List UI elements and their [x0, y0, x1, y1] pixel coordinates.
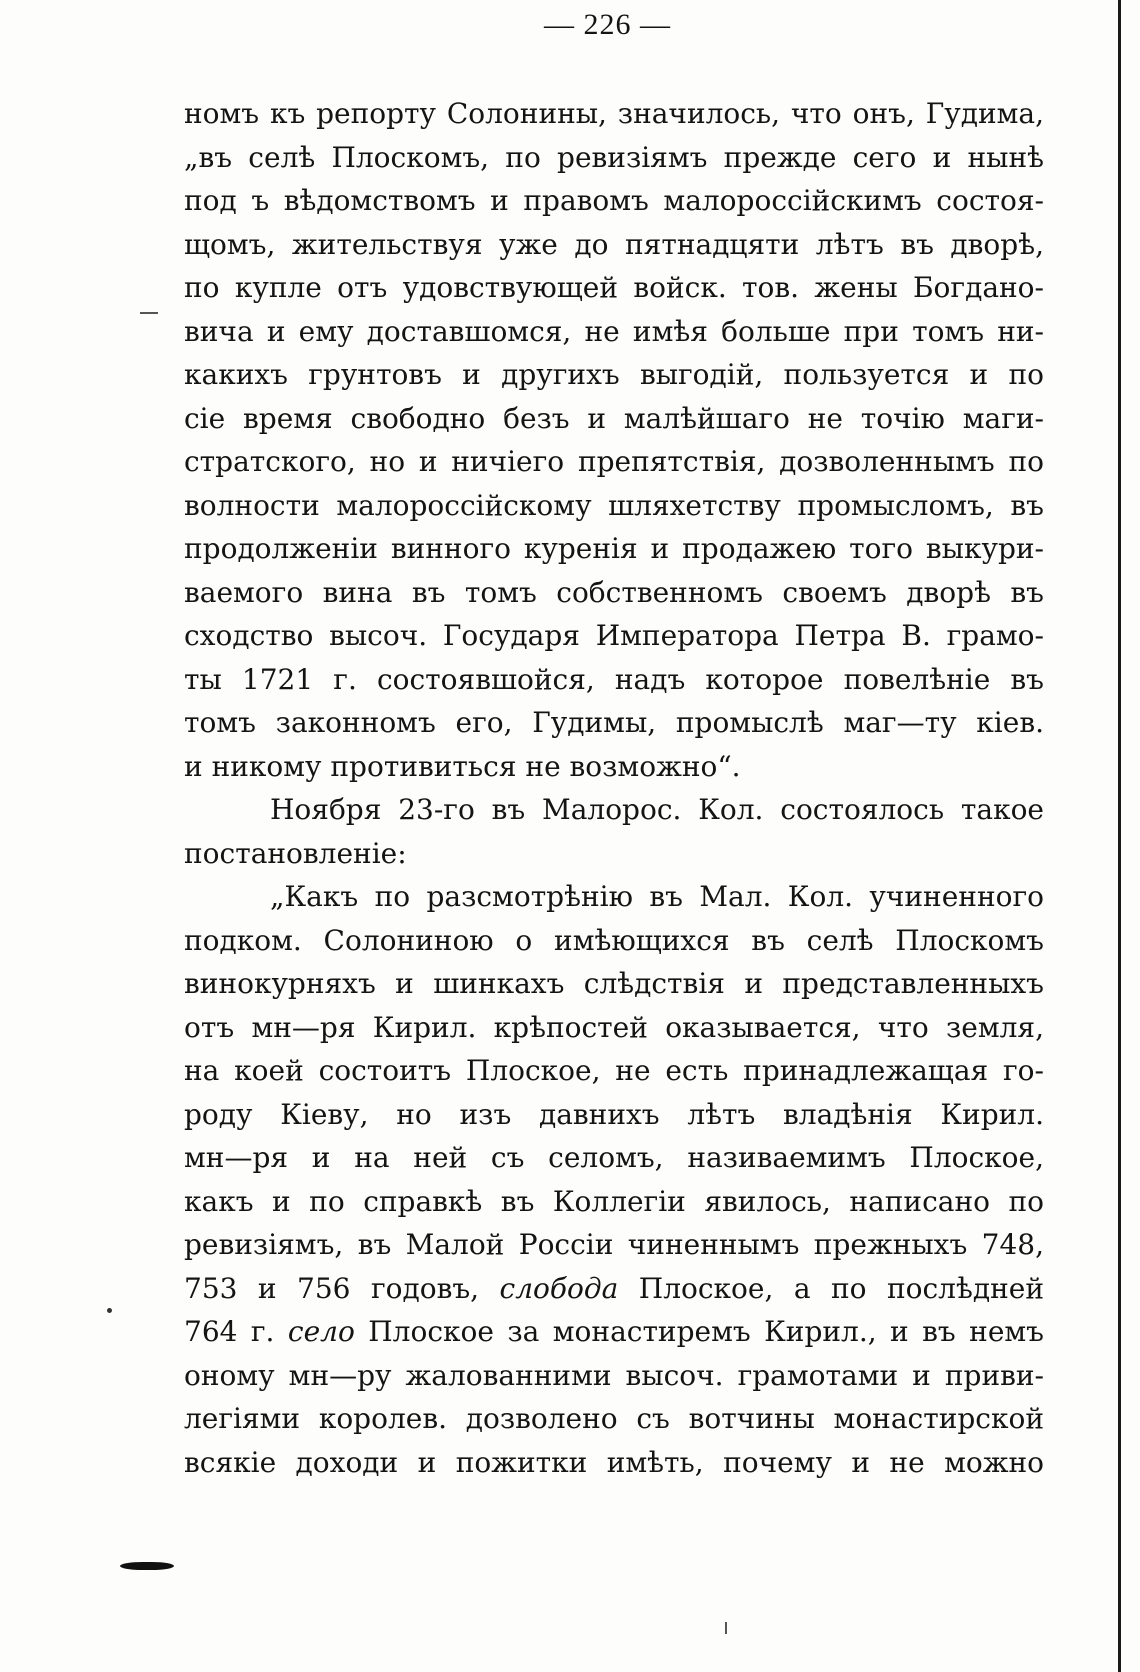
- text-line: продолженіи винного куренія и продажею того выкури-: [184, 532, 1044, 565]
- text-segment: Плоское за монастиремъ Кирил., и въ немъ: [354, 1315, 1044, 1348]
- text-line: сходство высоч. Государя Императора Петра В. грамо-: [184, 619, 1044, 652]
- text-line: всякіе доходи и пожитки имѣть, почему и не можно: [184, 1445, 1044, 1479]
- text-line: стратского, но и ничіего препятствія, дозволеннымъ по: [184, 445, 1044, 478]
- text-line: мн—ря и на ней съ селомъ, називаемимъ Плоское,: [184, 1141, 1044, 1174]
- text-line: отъ мн—ря Кирил. крѣпостей оказывается, что земля,: [184, 1010, 1044, 1044]
- text-line: сіе время свободно безъ и малѣйшаго не точію маги-: [184, 401, 1044, 435]
- text-line: номъ къ репорту Солонины, значилось, что онъ, Гудима,: [184, 97, 1044, 130]
- text-line: какъ и по справкѣ въ Коллегіи явилось, написано по: [184, 1184, 1044, 1218]
- text-line: подком. Солониною о имѣющихся въ селѣ Плоскомъ: [184, 923, 1044, 957]
- text-line: „Какъ по разсмотрѣнію въ Мал. Кол. учиненного: [270, 880, 1044, 913]
- page-edge-line: [1118, 0, 1121, 1672]
- text-line: роду Кіеву, но изъ давнихъ лѣтъ владѣнія Кирил.: [184, 1097, 1044, 1131]
- text-line-mixed: [184, 1310, 1044, 1354]
- italic-word: слобода: [499, 1271, 619, 1305]
- text-line: постановленіе:: [184, 836, 407, 870]
- text-line: винокурняхъ и шинкахъ слѣдствія и представленныхъ: [184, 967, 1044, 1000]
- text-line: под ъ вѣдомствомъ и правомъ малороссійскимъ состоя-: [184, 184, 1044, 217]
- text-line: „въ селѣ Плоскомъ, по ревизіямъ прежде сего и нынѣ: [184, 140, 1044, 174]
- margin-mark: [140, 312, 158, 314]
- text-line: ваемого вина въ томъ собственномъ своемъ дворѣ въ: [184, 575, 1044, 609]
- text-segment: 764 г.: [184, 1315, 288, 1348]
- margin-dot: [107, 1308, 112, 1313]
- text-line-mixed: [184, 1267, 1044, 1311]
- text-segment: 753 и 756 годовъ,: [184, 1271, 500, 1305]
- ink-blot: [120, 1562, 174, 1570]
- text-line: томъ законномъ его, Гудимы, промыслѣ маг—ту кіев.: [184, 706, 1044, 739]
- text-line: щомъ, жительствуя уже до пятнадцяти лѣтъ въ дворѣ,: [184, 227, 1044, 261]
- body-text: [184, 92, 1044, 1484]
- text-line: на коей состоитъ Плоское, не есть принадлежащая го-: [184, 1054, 1044, 1087]
- text-segment: Плоское, а по послѣдней: [618, 1271, 1044, 1305]
- text-line: по купле отъ удовствующей войск. тов. жены Богдано-: [184, 271, 1044, 304]
- page-number: — 226 —: [544, 8, 671, 41]
- text-line: оному мн—ру жалованними высоч. грамотами и приви-: [184, 1358, 1044, 1392]
- text-line: волности малороссійскому шляхетству промысломъ, въ: [184, 488, 1044, 522]
- text-line: вича и ему доставшомся, не имѣя больше при томъ ни-: [184, 314, 1044, 348]
- text-line: Ноября 23-го въ Малорос. Кол. состоялось такое: [270, 793, 1044, 826]
- text-line: какихъ грунтовъ и другихъ выгодій, пользуется и по: [184, 358, 1044, 391]
- text-line: ты 1721 г. состоявшойся, надъ которое повелѣніе въ: [184, 662, 1044, 696]
- italic-word: село: [287, 1315, 355, 1348]
- text-line: легіями королев. дозволено съ вотчины монастирской: [184, 1402, 1044, 1435]
- text-line: и никому противиться не возможно“.: [184, 749, 741, 783]
- text-line: ревизіямъ, въ Малой Россіи чиненнымъ прежныхъ 748,: [184, 1228, 1044, 1261]
- margin-tick: [725, 1622, 727, 1634]
